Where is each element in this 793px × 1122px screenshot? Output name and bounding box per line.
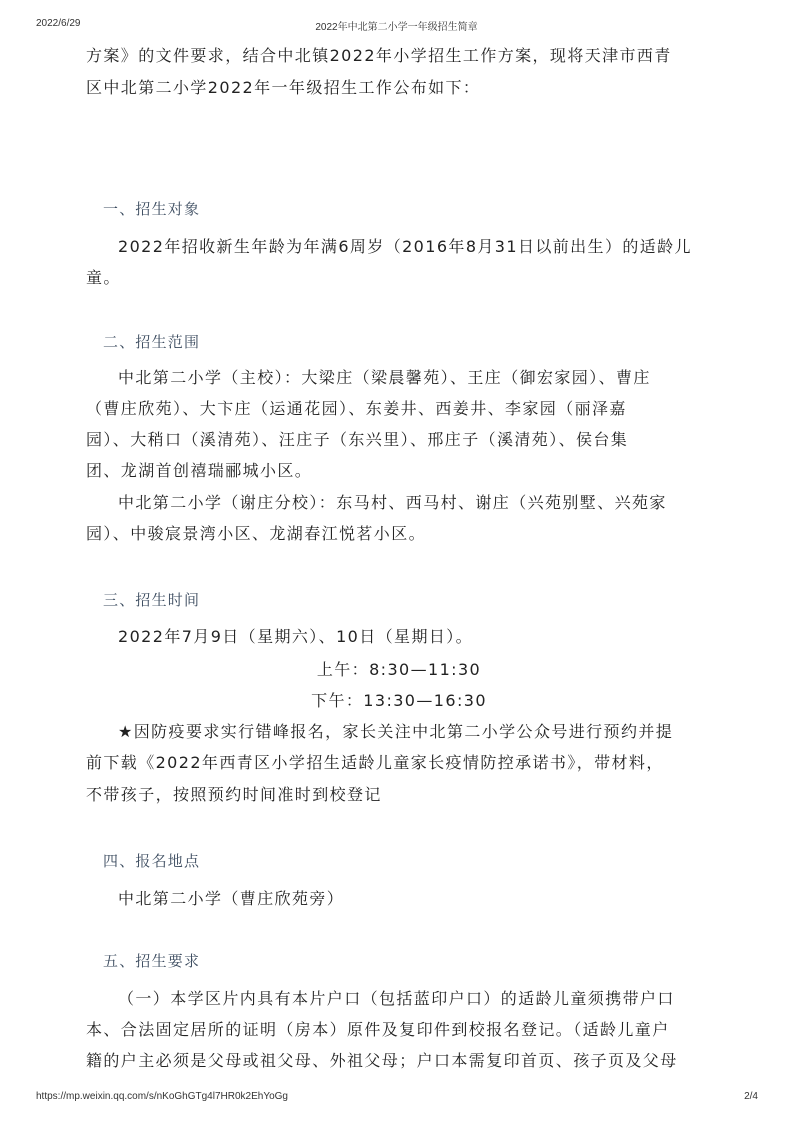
section-1-line-1: 2022年招收新生年龄为年满6周岁（2016年8月31日以前出生）的适龄儿 bbox=[118, 237, 692, 256]
section-heading-4: 四、报名地点 bbox=[103, 852, 201, 870]
section-2-line-1: 中北第二小学（主校）：大梁庄（梁晨馨苑）、王庄（御宏家园）、曹庄 bbox=[118, 368, 651, 387]
header-title: 2022年中北第二小学一年级招生简章 bbox=[315, 22, 478, 33]
section-1-line-2: 童。 bbox=[86, 268, 121, 287]
section-2-line-5: 中北第二小学（谢庄分校）：东马村、西马村、谢庄（兴苑别墅、兴苑家 bbox=[118, 493, 667, 512]
section-5-line-1: （一）本学区片内具有本片户口（包括蓝印户口）的适龄儿童须携带户口 bbox=[118, 989, 675, 1008]
section-3-note-line-2: 前下载《2022年西青区小学招生适龄儿童家长疫情防控承诺书》，带材料， bbox=[86, 753, 664, 772]
footer-url[interactable]: https://mp.weixin.qq.com/s/nKoGhGTg4l7HR0k2EhYoGg bbox=[36, 1091, 288, 1102]
section-4-line-1: 中北第二小学（曹庄欣苑旁） bbox=[118, 889, 345, 908]
section-3-note-line-1: ★因防疫要求实行错峰报名，家长关注中北第二小学公众号进行预约并提 bbox=[118, 722, 674, 741]
section-2-line-2: （曹庄欣苑）、大卞庄（运通花园）、东姜井、西姜井、李家园（丽泽嘉 bbox=[86, 399, 627, 418]
intro-line-1: 方案》的文件要求，结合中北镇2022年小学招生工作方案，现将天津市西青 bbox=[86, 46, 672, 65]
section-heading-2: 二、招生范围 bbox=[103, 333, 201, 351]
section-3-line-1: 2022年7月9日（星期六）、10日（星期日）。 bbox=[118, 627, 474, 646]
section-heading-1: 一、招生对象 bbox=[103, 200, 201, 218]
section-3-note-line-3: 不带孩子，按照预约时间准时到校登记 bbox=[86, 785, 382, 804]
intro-line-2: 区中北第二小学2022年一年级招生工作公布如下： bbox=[86, 78, 481, 97]
section-3-morning-time: 上午：8:30—11:30 bbox=[316, 660, 482, 679]
section-5-line-2: 本、合法固定居所的证明（房本）原件及复印件到校报名登记。（适龄儿童户 bbox=[86, 1020, 670, 1039]
section-heading-3: 三、招生时间 bbox=[103, 591, 201, 609]
header-date: 2022/6/29 bbox=[36, 18, 81, 29]
section-heading-5: 五、招生要求 bbox=[103, 952, 201, 970]
section-2-line-4: 团、龙湖首创禧瑞郦城小区。 bbox=[86, 461, 313, 480]
footer-page-number: 2/4 bbox=[744, 1091, 758, 1102]
section-5-line-3: 籍的户主必须是父母或祖父母、外祖父母；户口本需复印首页、孩子页及父母 bbox=[86, 1051, 678, 1070]
section-3-afternoon-time: 下午：13:30—16:30 bbox=[311, 691, 487, 710]
section-2-line-6: 园）、中骏宸景湾小区、龙湖春江悦茗小区。 bbox=[86, 524, 427, 543]
section-2-line-3: 园）、大稍口（溪清苑）、汪庄子（东兴里）、邢庄子（溪清苑）、侯台集 bbox=[86, 430, 629, 449]
